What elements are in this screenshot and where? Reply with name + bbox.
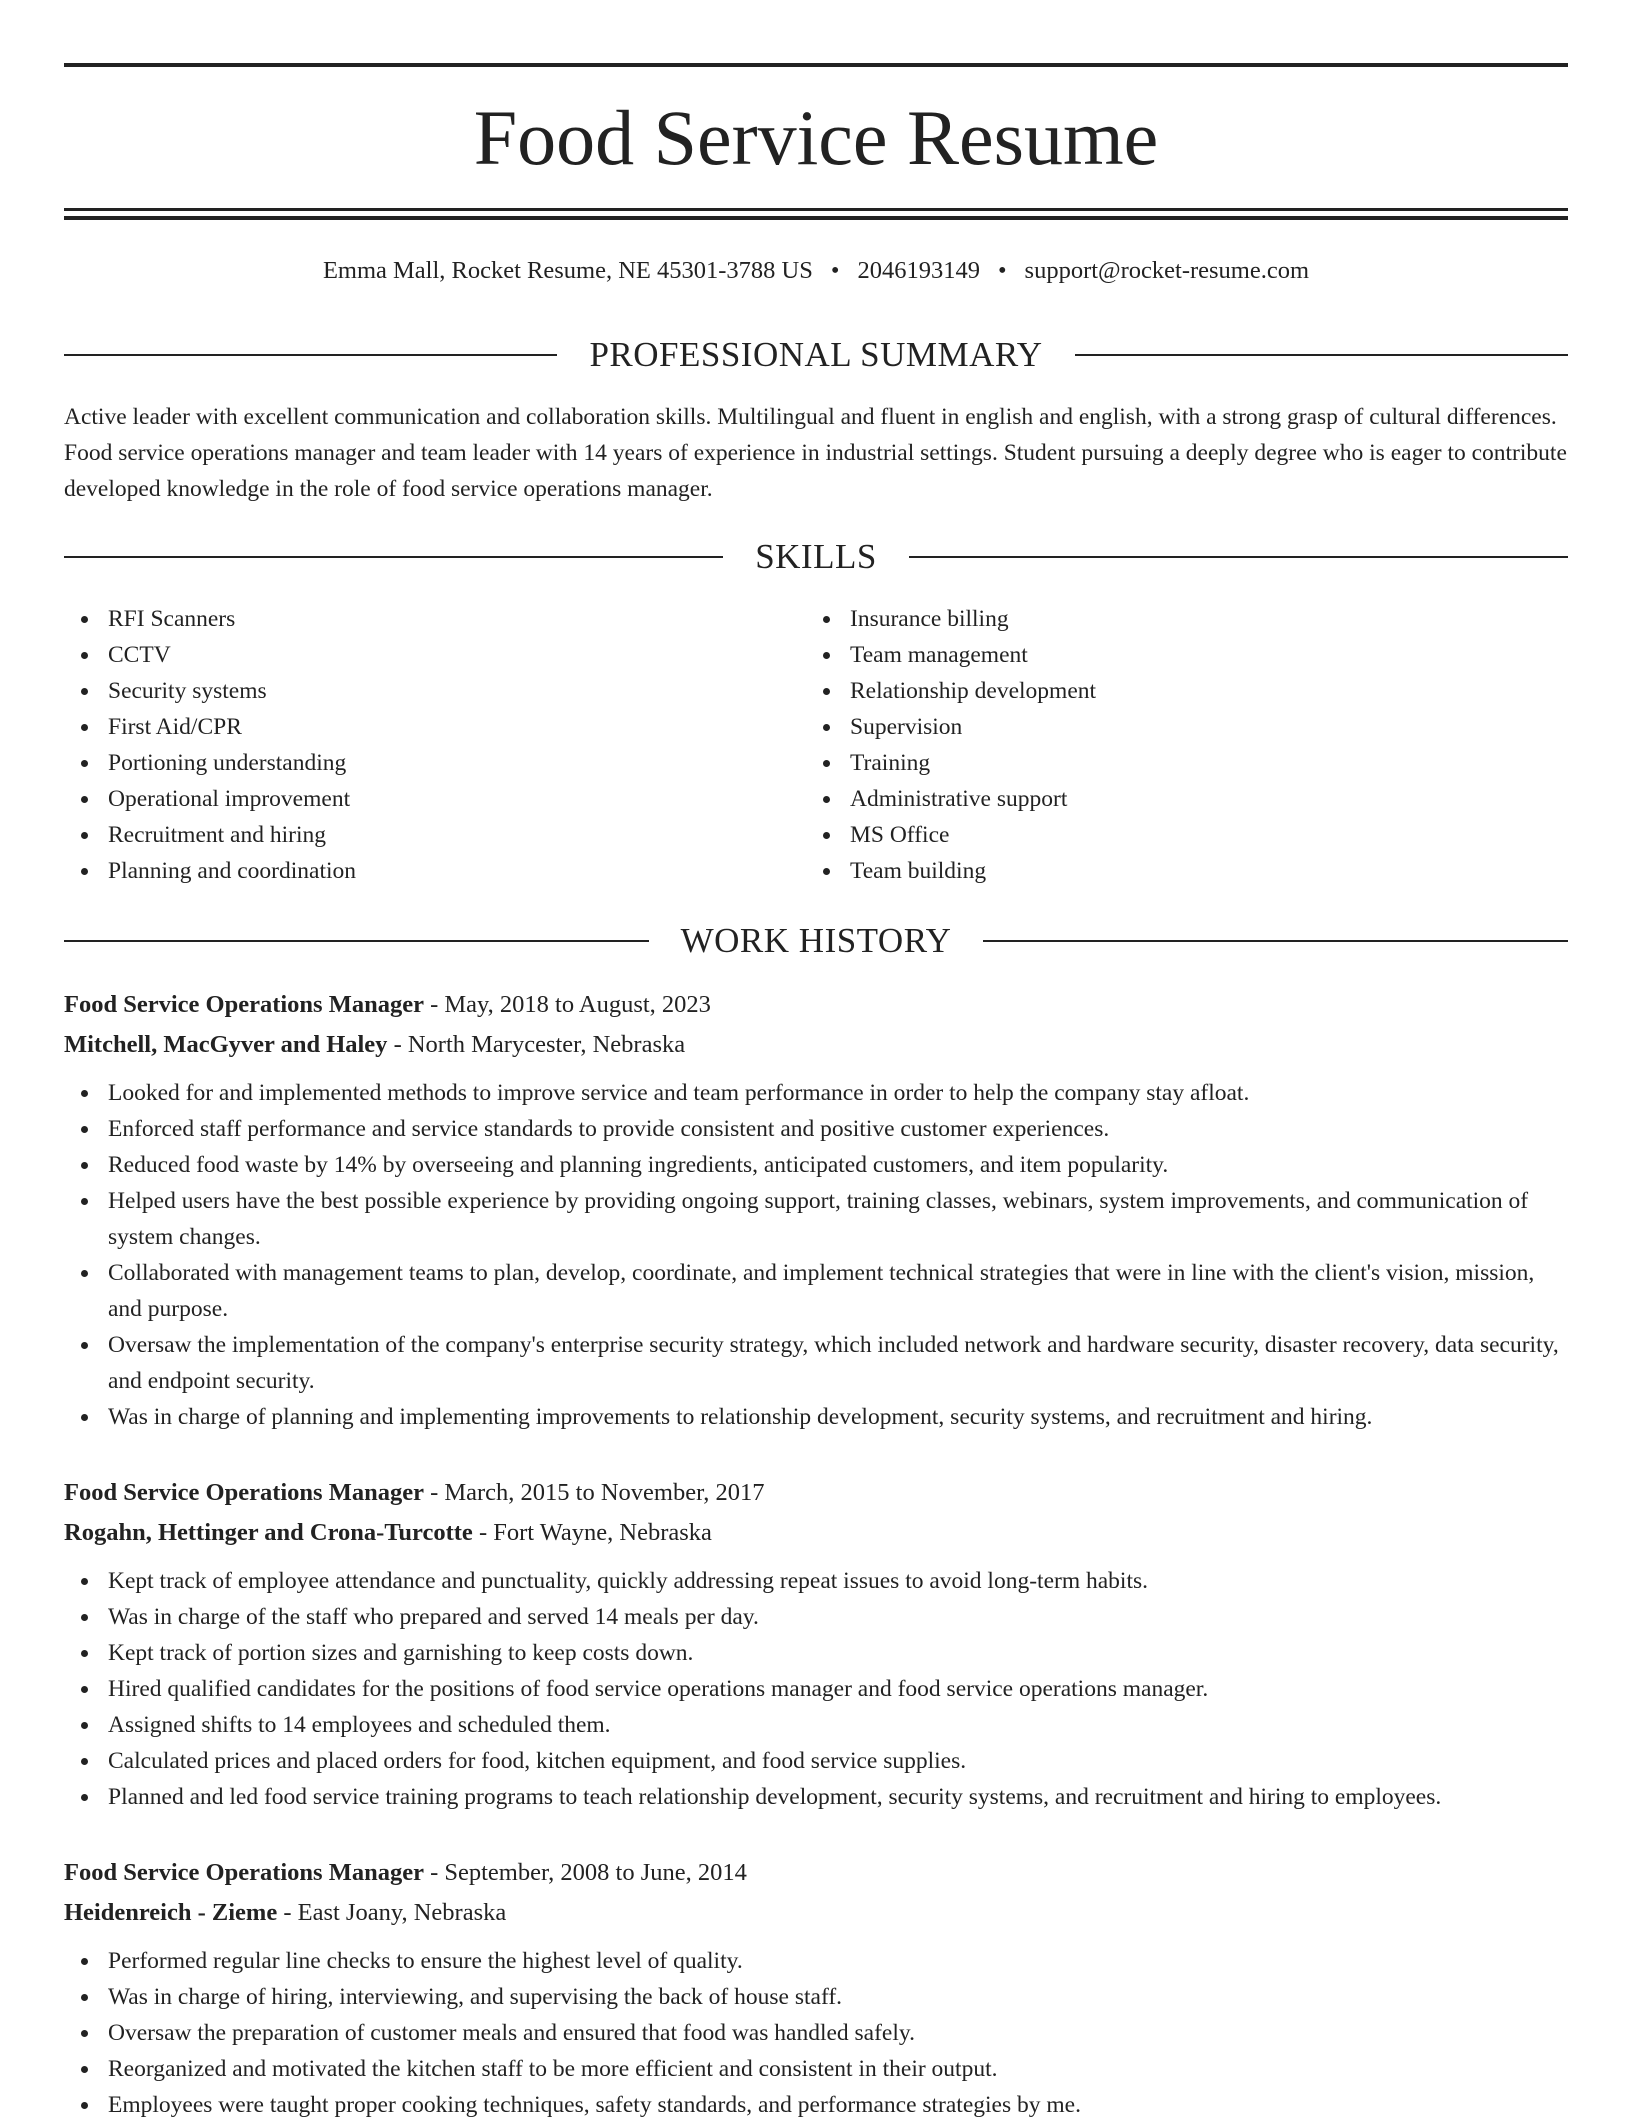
job-bullet: Kept track of portion sizes and garnishing to keep costs down. [64, 1635, 1568, 1671]
job-bullet: Calculated prices and placed orders for food, kitchen equipment, and food service supplies. [64, 1743, 1568, 1779]
section-title: WORK HISTORY [680, 921, 952, 960]
job-entry [64, 1473, 1568, 1815]
heading-rule [909, 556, 1568, 558]
skills-list-left [64, 601, 804, 889]
job-bullet: Assigned shifts to 14 employees and scheduled them. [64, 1707, 1568, 1743]
job-company-line [64, 1513, 1568, 1553]
job-dates: - September, 2008 to June, 2014 [430, 1859, 747, 1886]
skill-item: Team building [806, 853, 1546, 889]
skill-item: First Aid/CPR [64, 709, 804, 745]
title-rule-upper [64, 208, 1568, 211]
job-bullet: Looked for and implemented methods to improve service and team performance in order to help the company stay afloat. [64, 1075, 1568, 1111]
skill-item: Supervision [806, 709, 1546, 745]
contact-address: Emma Mall, Rocket Resume, NE 45301-3788 US [322, 257, 813, 284]
job-dates: - May, 2018 to August, 2023 [430, 991, 711, 1018]
skills-list-right [806, 601, 1546, 889]
contact-separator: • [997, 257, 1007, 284]
job-dates: - March, 2015 to November, 2017 [430, 1479, 765, 1506]
job-bullet-list [64, 1075, 1568, 1435]
contact-separator: • [830, 257, 840, 284]
skill-item: CCTV [64, 637, 804, 673]
skill-item: Recruitment and hiring [64, 817, 804, 853]
job-title: Food Service Operations Manager [64, 1859, 424, 1886]
job-title-line [64, 985, 1568, 1025]
summary-text: Active leader with excellent communication and collaboration skills. Multilingual and fluent in english and english, with a strong grasp of cultural differences. Food service operations manager and team leader with 14 years of experience in industrial settings. Student pursuing a deeply degree who is eager to contribute developed knowledge in the role of food service operations manager. [64, 404, 1567, 502]
job-bullet: Was in charge of hiring, interviewing, and supervising the back of house staff. [64, 1979, 1568, 2015]
job-title: Food Service Operations Manager [64, 1479, 424, 1506]
resume-title: Food Service Resume [473, 94, 1159, 181]
skill-item: Operational improvement [64, 781, 804, 817]
skill-item: Planning and coordination [64, 853, 804, 889]
job-location: - East Joany, Nebraska [283, 1899, 507, 1926]
job-bullet-list [64, 1563, 1568, 1815]
contact-line [64, 254, 1568, 288]
job-title: Food Service Operations Manager [64, 991, 424, 1018]
contact-email: support@rocket-resume.com [1024, 257, 1310, 284]
job-bullet: Reduced food waste by 14% by overseeing and planning ingredients, anticipated customers, and item popularity. [64, 1147, 1568, 1183]
job-company: Heidenreich - Zieme [64, 1899, 278, 1926]
heading-rule [983, 940, 1568, 942]
job-bullet: Was in charge of planning and implementing improvements to relationship development, security systems, and recruitment and hiring. [64, 1399, 1568, 1435]
title-rule-lower [64, 216, 1568, 220]
job-bullet: Planned and led food service training programs to teach relationship development, security systems, and recruitment and hiring to employees. [64, 1779, 1568, 1815]
job-location: - North Marycester, Nebraska [393, 1031, 686, 1058]
contact-phone: 2046193149 [857, 257, 980, 284]
job-bullet: Performed regular line checks to ensure the highest level of quality. [64, 1943, 1568, 1979]
skill-item: Security systems [64, 673, 804, 709]
section-title: PROFESSIONAL SUMMARY [589, 335, 1043, 374]
job-company-line [64, 1025, 1568, 1065]
skill-item: MS Office [806, 817, 1546, 853]
job-bullet: Kept track of employee attendance and punctuality, quickly addressing repeat issues to avoid long-term habits. [64, 1563, 1568, 1599]
job-bullet: Reorganized and motivated the kitchen staff to be more efficient and consistent in their output. [64, 2051, 1568, 2087]
job-bullet: Employees were taught proper cooking techniques, safety standards, and performance strategies by me. [64, 2087, 1568, 2123]
section-heading-skills [64, 535, 1568, 579]
skill-item: Team management [806, 637, 1546, 673]
heading-rule [64, 556, 723, 558]
job-company: Rogahn, Hettinger and Crona-Turcotte [64, 1519, 473, 1546]
job-bullet: Oversaw the implementation of the company's enterprise security strategy, which included network and hardware security, disaster recovery, data security, and endpoint security. [64, 1327, 1568, 1399]
job-bullet: Helped users have the best possible experience by providing ongoing support, training classes, webinars, system improvements, and communication of system changes. [64, 1183, 1568, 1255]
job-bullet: Was in charge of the staff who prepared and served 14 meals per day. [64, 1599, 1568, 1635]
skill-item: Insurance billing [806, 601, 1546, 637]
skill-item: Administrative support [806, 781, 1546, 817]
job-bullet: Oversaw the preparation of customer meals and ensured that food was handled safely. [64, 2015, 1568, 2051]
skill-item: Relationship development [806, 673, 1546, 709]
job-entry [64, 985, 1568, 1435]
skill-item: Training [806, 745, 1546, 781]
skill-item: Portioning understanding [64, 745, 804, 781]
skills-column-right [806, 601, 1546, 889]
job-company: Mitchell, MacGyver and Haley [64, 1031, 388, 1058]
job-entry [64, 1853, 1568, 2123]
job-bullet: Collaborated with management teams to plan, develop, coordinate, and implement technical strategies that were in line with the client's vision, mission, and purpose. [64, 1255, 1568, 1327]
section-title: SKILLS [755, 537, 877, 576]
skill-item: RFI Scanners [64, 601, 804, 637]
job-title-line [64, 1853, 1568, 1893]
job-location: - Fort Wayne, Nebraska [478, 1519, 712, 1546]
heading-rule [64, 354, 557, 356]
job-title-line [64, 1473, 1568, 1513]
top-rule [64, 63, 1568, 67]
job-bullet: Hired qualified candidates for the positions of food service operations manager and food service operations manager. [64, 1671, 1568, 1707]
job-company-line [64, 1893, 1568, 1933]
heading-rule [64, 940, 649, 942]
section-heading-work-history [64, 919, 1568, 963]
job-bullet-list [64, 1943, 1568, 2123]
job-bullet: Enforced staff performance and service standards to provide consistent and positive customer experiences. [64, 1111, 1568, 1147]
heading-rule [1075, 354, 1568, 356]
section-heading-summary [64, 333, 1568, 377]
skills-column-left [64, 601, 804, 889]
